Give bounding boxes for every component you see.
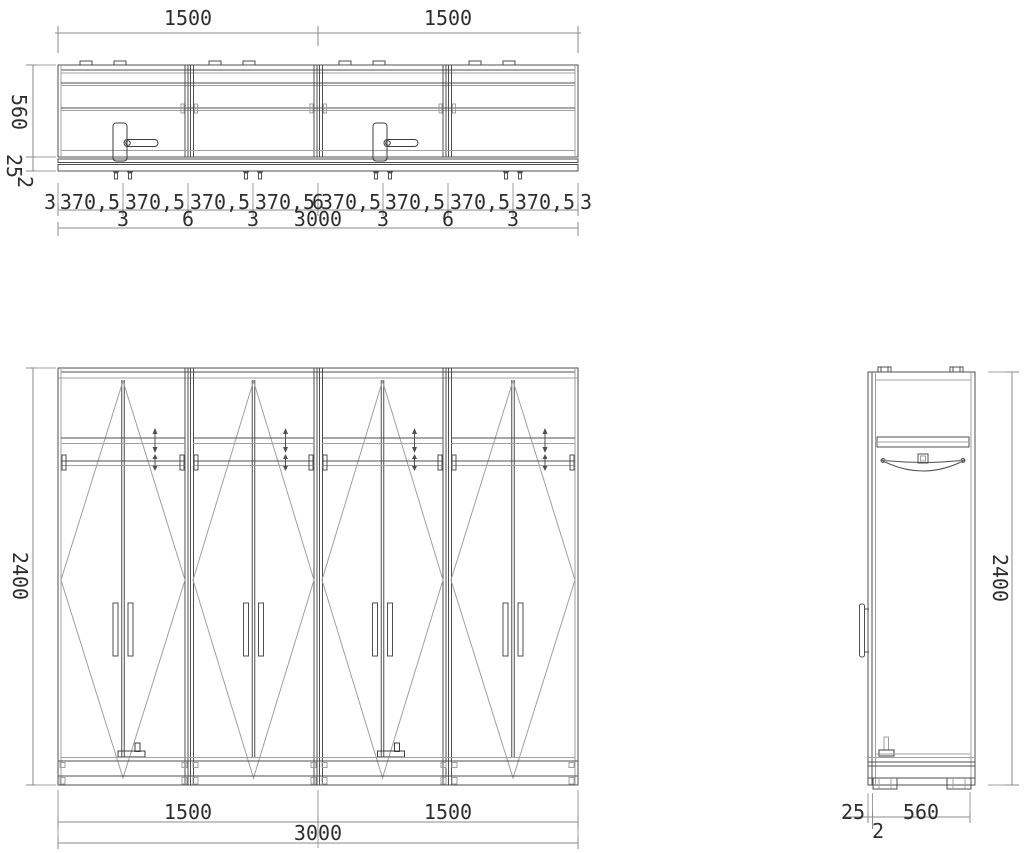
side-door-thickness-dim: 25 [840, 800, 866, 824]
front-view [58, 368, 578, 785]
hinge-pins [113, 172, 523, 179]
chain-dim: 370,5 [189, 190, 251, 214]
front-width-dim-right: 1500 [423, 800, 473, 824]
chain-dim-offset: 3 [246, 207, 260, 231]
chain-dim-offset: 3 [506, 207, 520, 231]
top-view [58, 61, 578, 179]
front-unit-4 [451, 380, 575, 778]
side-depth-dim: 560 [902, 800, 940, 824]
side-base [868, 758, 975, 790]
side-height-dim: 2400 [988, 553, 1012, 603]
front-width-dim-left: 1500 [163, 800, 213, 824]
lock-handle-plan-2 [373, 123, 418, 161]
chain-dim: 6 [311, 190, 325, 214]
chain-dim: 3 [43, 190, 57, 214]
plan-door-gap-dim: 2 [13, 175, 37, 189]
lock-handle-plan-1 [113, 123, 158, 161]
chain-dim-offset: 3 [116, 207, 130, 231]
chain-dim: 370,5 [254, 190, 316, 214]
top-width-dim-left: 1500 [163, 6, 213, 30]
chain-dim: 370,5 [124, 190, 186, 214]
side-view [860, 367, 976, 789]
hanger-bracket [881, 454, 965, 471]
chain-dim-offset: 6 [441, 207, 455, 231]
plan-door-thickness-dim: 25 [2, 153, 26, 179]
front-unit-1 [61, 380, 185, 778]
top-width-dim-right: 1500 [423, 6, 473, 30]
front-plinth [58, 758, 578, 786]
side-lock [876, 737, 970, 756]
chain-dim: 370,5 [384, 190, 446, 214]
front-unit-3 [322, 380, 443, 778]
chain-dim: 370,5 [59, 190, 121, 214]
chain-dim: 370,5 [449, 190, 511, 214]
front-height-dim: 2400 [8, 551, 32, 601]
chain-dim-offset: 6 [181, 207, 195, 231]
chain-dim-offset: 3 [376, 207, 390, 231]
front-total-width-dim: 3000 [293, 821, 343, 845]
chain-dim: 370,5 [320, 190, 382, 214]
front-dividers [185, 368, 452, 785]
plan-total-width-dim: 3000 [293, 207, 343, 231]
plan-depth-dim: 560 [7, 93, 31, 131]
chain-dim: 370,5 [514, 190, 576, 214]
side-door-gap-dim: 2 [871, 819, 885, 843]
front-unit-2 [193, 380, 314, 778]
chain-dim: 3 [579, 190, 593, 214]
